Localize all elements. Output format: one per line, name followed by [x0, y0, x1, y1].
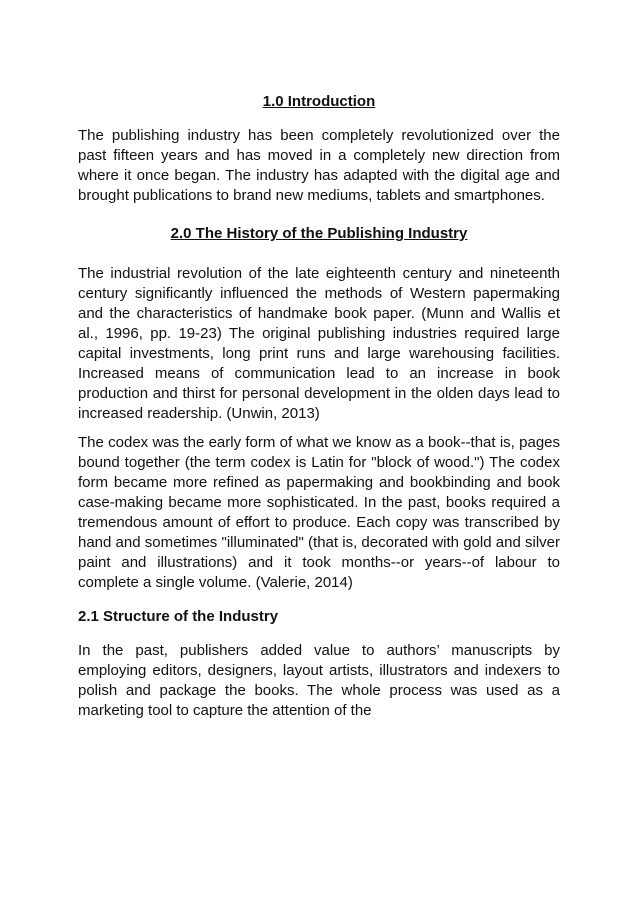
structure-paragraph: In the past, publishers added value to authors’ manuscripts by employing editors, designers, layout artists, illustrators and indexers to polish and package the books. The whole process was used as a marketing tool to capture the attention of the — [78, 642, 560, 719]
section-heading-introduction: 1.0 Introduction — [262, 93, 376, 110]
document-page — [78, 92, 560, 730]
section-heading-history: 2.0 The History of the Publishing Industry — [170, 225, 468, 242]
introduction-paragraph: The publishing industry has been completely revolutionized over the past fifteen years and has moved in a completely new direction from where it once began. The industry has adapted with the digital age and brought publications to brand new mediums, tablets and smartphones. — [78, 127, 560, 204]
section-heading-structure: 2.1 Structure of the Industry — [78, 608, 279, 625]
history-paragraph-1: The industrial revolution of the late eighteenth century and nineteenth century significantly influenced the methods of Western papermaking and the characteristics of handmake book paper. (Munn and Wallis et al., 1996, pp. 19-23) The original publishing industries required large capital investments, long print runs and large warehousing facilities. Increased means of communication lead to an increase in book production and thirst for personal development in the olden days lead to increased readership. (Unwin, 2013) — [78, 265, 560, 422]
history-paragraph-2: The codex was the early form of what we know as a book--that is, pages bound together (the term codex is Latin for "block of wood.") The codex form became more refined as papermaking and bookbinding and book case-making became more sophisticated. In the past, books required a tremendous amount of effort to produce. Each copy was transcribed by hand and sometimes "illuminated" (that is, decorated with gold and silver paint and illustrations) and it took months--or years--of labour to complete a single volume. (Valerie, 2014) — [78, 434, 560, 591]
